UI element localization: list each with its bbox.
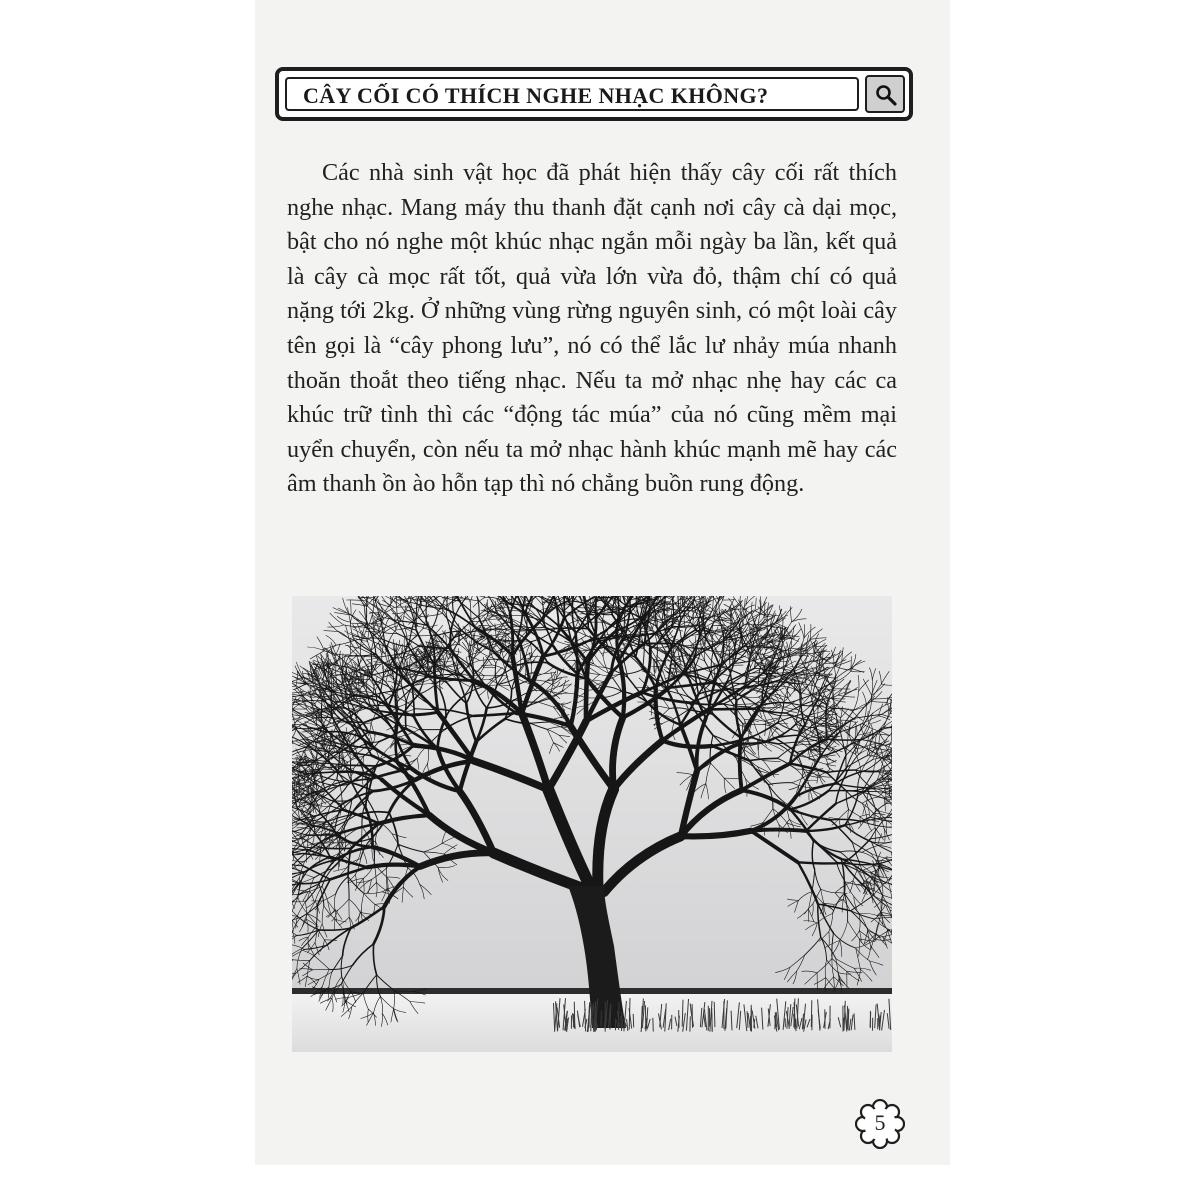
tree-branch xyxy=(751,830,806,831)
search-icon-box xyxy=(865,75,905,113)
title-banner xyxy=(275,67,913,121)
title-frame xyxy=(285,77,859,111)
article-paragraph: Các nhà sinh vật học đã phát hiện thấy cây cối rất thích nghe nhạc. Mang máy thu thanh đặt cạnh nơi cây cà dại mọc, bật cho nó nghe một khúc nhạc ngắn mỗi ngày ba lần, kết quả là cây cà mọc rất tốt, quả vừa lớn vừa đỏ, thậm chí có quả nặng tới 2kg. Ở những vùng rừng nguyên sinh, có một loài cây tên gọi là “cây phong lưu”, nó có thể lắc lư nhảy múa nhanh thoăn thoắt theo tiếng nhạc. Nếu ta mở nhạc nhẹ hay các ca khúc trữ tình thì các “động tác múa” của nó cũng mềm mại uyển chuyển, còn nếu ta mở nhạc hành khúc mạnh mẽ hay các âm thanh ồn ào hỗn tạp thì nó chẳng buồn rung động. xyxy=(287,159,897,498)
magnifier-icon xyxy=(874,83,898,107)
tree-branch xyxy=(343,765,376,766)
tree-photo xyxy=(292,596,892,1052)
tree-branch xyxy=(586,662,588,721)
page-title: CÂY CỐI CÓ THÍCH NGHE NHẠC KHÔNG? xyxy=(303,83,769,108)
tree-illustration xyxy=(292,596,892,1052)
